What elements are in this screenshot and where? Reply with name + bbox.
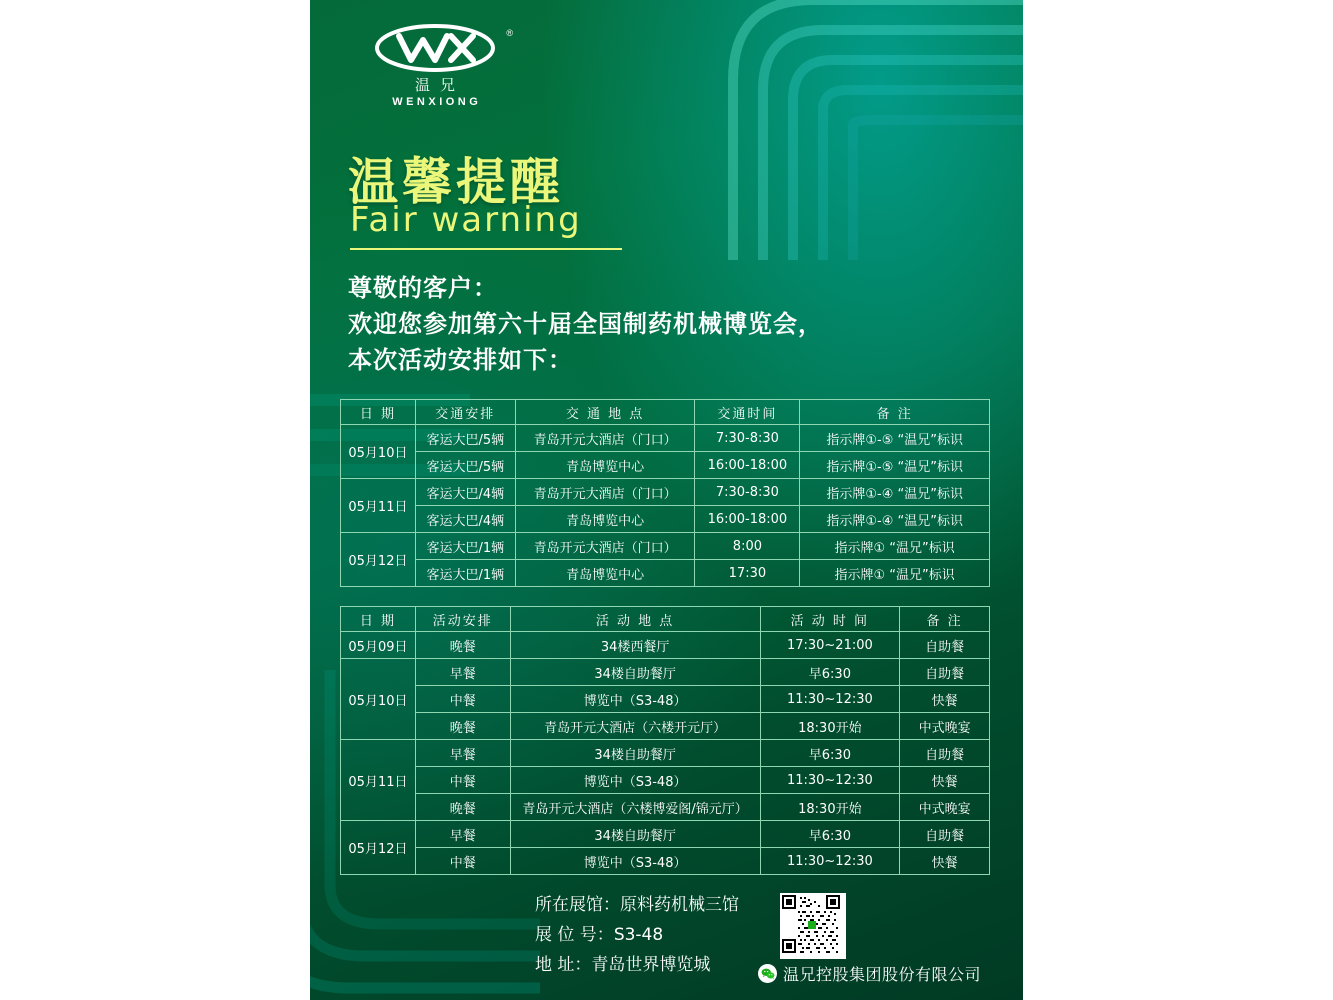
col-arrangement: 活动安排 [415,607,510,632]
page-title-en: Fair warning [350,200,582,240]
activity-schedule-table [340,606,990,875]
cell-time: 早6:30 [760,659,900,686]
booth-line [535,920,739,950]
cell-note: 快餐 [900,686,990,713]
table-row [341,686,990,713]
cell-arrangement: 客运大巴/4辆 [415,479,515,506]
cell-time: 18:30开始 [760,713,900,740]
transport-table-body [341,425,990,587]
cell-date: 05月12日 [341,821,416,875]
col-place: 活 动 地 点 [510,607,760,632]
cell-place: 青岛开元大酒店（六楼开元厅） [510,713,760,740]
cell-arrangement: 客运大巴/1辆 [415,560,515,587]
cell-time: 11:30~12:30 [760,767,900,794]
transport-schedule-table [340,399,990,587]
company-name: 温兄控股集团股份有限公司 [783,965,982,984]
cell-note: 自助餐 [900,632,990,659]
wechat-glyph [761,968,775,980]
col-arrangement: 交通安排 [415,400,515,425]
table-row [341,506,990,533]
cell-time: 11:30~12:30 [760,686,900,713]
company-footer [758,962,981,985]
cell-arrangement: 晚餐 [415,794,510,821]
cell-date: 05月12日 [341,533,416,587]
table-row [341,425,990,452]
table-row [341,767,990,794]
table-row [341,821,990,848]
address-label: 地 址： [535,955,592,975]
cell-date: 05月10日 [341,425,416,479]
greeting-line-2: 欢迎您参加第六十届全国制药机械博览会， [348,310,823,338]
qr-code-icon [782,895,840,953]
cell-time: 早6:30 [760,740,900,767]
cell-note: 指示牌①-⑤ “温兄”标识 [800,452,990,479]
table-row [341,740,990,767]
cell-place: 34楼自助餐厅 [510,740,760,767]
cell-date: 05月11日 [341,740,416,821]
cell-time: 8:00 [695,533,800,560]
cell-note: 自助餐 [900,659,990,686]
cell-place: 青岛博览中心 [515,560,695,587]
company-logo [365,22,513,117]
cell-place: 34楼自助餐厅 [510,821,760,848]
cell-note: 中式晚宴 [900,713,990,740]
col-place: 交 通 地 点 [515,400,695,425]
col-date: 日 期 [341,400,416,425]
logo-english-name: WENXIONG [392,96,482,108]
cell-place: 青岛开元大酒店（门口） [515,479,695,506]
cell-place: 青岛博览中心 [515,452,695,479]
table-row [341,533,990,560]
table-row [341,560,990,587]
col-note: 备 注 [900,607,990,632]
cell-time: 7:30-8:30 [695,425,800,452]
logo-chinese-name: 温兄 [414,76,465,94]
cell-note: 自助餐 [900,821,990,848]
registered-mark: ® [506,28,513,38]
cell-arrangement: 晚餐 [415,713,510,740]
cell-note: 指示牌① “温兄”标识 [800,560,990,587]
activity-table-body [341,632,990,875]
cell-time: 17:30~21:00 [760,632,900,659]
title-underline [350,248,622,250]
table-row [341,794,990,821]
cell-time: 17:30 [695,560,800,587]
cell-time: 16:00-18:00 [695,506,800,533]
cell-note: 中式晚宴 [900,794,990,821]
cell-arrangement: 早餐 [415,740,510,767]
table-row [341,848,990,875]
cell-place: 博览中（S3-48） [510,767,760,794]
cell-arrangement: 中餐 [415,767,510,794]
cell-arrangement: 早餐 [415,659,510,686]
cell-arrangement: 晚餐 [415,632,510,659]
cell-place: 博览中（S3-48） [510,848,760,875]
cell-place: 青岛开元大酒店（门口） [515,533,695,560]
address-value: 青岛世界博览城 [591,955,711,975]
cell-note: 指示牌①-④ “温兄”标识 [800,479,990,506]
address-line [535,950,739,980]
table-row [341,479,990,506]
cell-place: 34楼自助餐厅 [510,659,760,686]
cell-place: 博览中（S3-48） [510,686,760,713]
cell-note: 指示牌①-④ “温兄”标识 [800,506,990,533]
cell-time: 早6:30 [760,821,900,848]
table-row [341,452,990,479]
hall-label: 所在展馆： [535,895,620,915]
cell-date: 05月11日 [341,479,416,533]
cell-note: 指示牌①-⑤ “温兄”标识 [800,425,990,452]
cell-date: 05月09日 [341,632,416,659]
cell-time: 7:30-8:30 [695,479,800,506]
cell-place: 青岛开元大酒店（六楼博爱阁/锦元厅） [510,794,760,821]
hall-value: 原料药机械三馆 [620,895,739,915]
cell-place: 青岛开元大酒店（门口） [515,425,695,452]
wx-logo-icon [365,22,505,74]
footer-info [535,890,739,980]
wechat-icon [758,964,777,983]
cell-arrangement: 客运大巴/5辆 [415,452,515,479]
cell-place: 34楼西餐厅 [510,632,760,659]
col-date: 日 期 [341,607,416,632]
table-header-row [341,607,990,632]
greeting-line-1: 尊敬的客户： [348,274,498,302]
cell-note: 自助餐 [900,740,990,767]
cell-arrangement: 客运大巴/1辆 [415,533,515,560]
booth-label: 展 位 号： [535,925,614,945]
cell-time: 18:30开始 [760,794,900,821]
table-header-row [341,400,990,425]
table-row [341,713,990,740]
cell-date: 05月10日 [341,659,416,740]
cell-arrangement: 客运大巴/4辆 [415,506,515,533]
cell-time: 16:00-18:00 [695,452,800,479]
table-row [341,632,990,659]
greeting-block [348,270,823,378]
col-time: 活 动 时 间 [760,607,900,632]
greeting-line-3: 本次活动安排如下： [348,346,573,374]
poster-background [310,0,1023,1000]
cell-place: 青岛博览中心 [515,506,695,533]
cell-arrangement: 客运大巴/5辆 [415,425,515,452]
cell-note: 快餐 [900,848,990,875]
col-note: 备 注 [800,400,990,425]
table-row [341,659,990,686]
cell-arrangement: 中餐 [415,686,510,713]
cell-arrangement: 中餐 [415,848,510,875]
cell-note: 快餐 [900,767,990,794]
cell-note: 指示牌① “温兄”标识 [800,533,990,560]
cell-time: 11:30~12:30 [760,848,900,875]
page-title-cn: 温馨提醒 [348,153,564,211]
booth-value: S3-48 [613,925,664,945]
wechat-qr-code[interactable] [780,893,846,959]
hall-line [535,890,739,920]
col-time: 交通时间 [695,400,800,425]
decorative-arcs-top-right [723,0,1023,260]
cell-arrangement: 早餐 [415,821,510,848]
